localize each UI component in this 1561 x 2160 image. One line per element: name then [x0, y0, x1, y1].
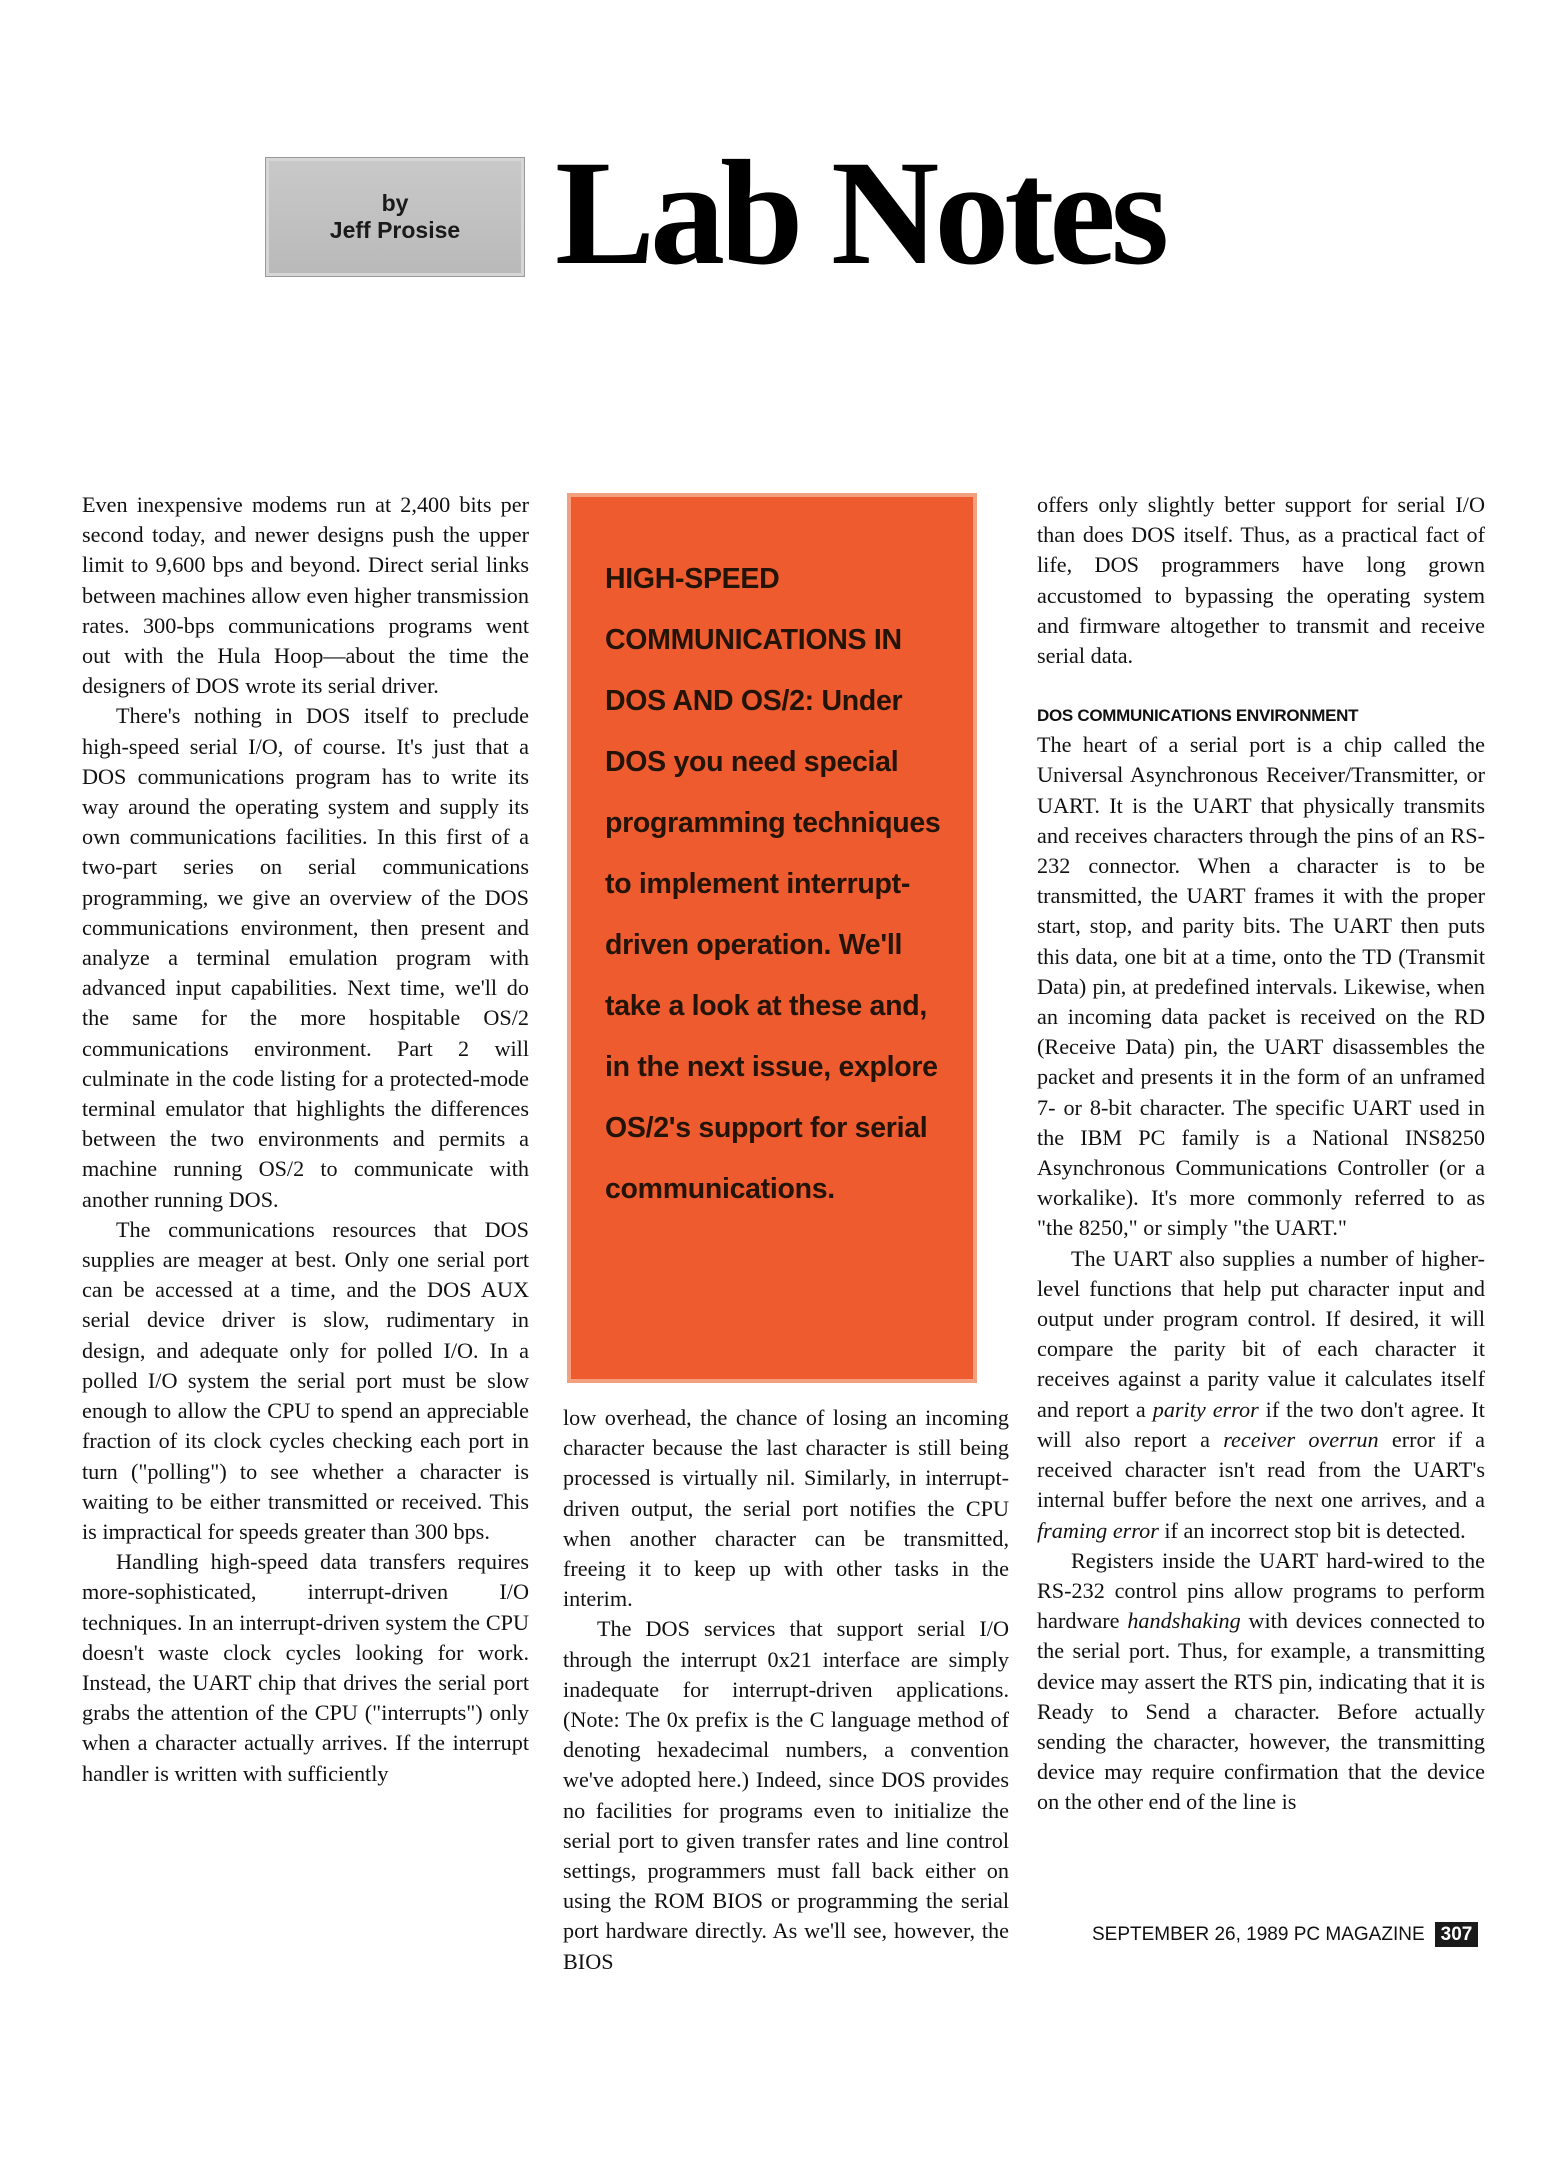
byline-author: Jeff Prosise: [329, 217, 461, 243]
column-3: [1037, 490, 1485, 1818]
p4-text-b: with devices connected to the serial port. Thus, for example, a transmitting device may assert the RTS pin, indicating that it is Ready to Send a character. Before actually sending the character, however, the transmitting device may require confirmation that the device on the other end of the line is: [1037, 1608, 1485, 1815]
column-2: [563, 1403, 1009, 1977]
article-title: Lab Notes: [555, 130, 1165, 296]
col1-paragraph-1: Even inexpensive modems run at 2,400 bits per second today, and newer designs push the upper limit to 9,600 bps and beyond. Direct serial links between machines allow even higher transmission rates. 300-bps communications programs went out with the Hula Hoop—about the time the designers of DOS wrote its serial driver.: [82, 492, 529, 699]
col3-paragraph-1: offers only slightly better support for serial I/O than does DOS itself. Thus, as a practical fact of life, DOS programmers have long grown accustomed to bypassing the operating system and firmware altogether to transmit and receive serial data.: [1037, 492, 1485, 669]
col2-paragraph-2: The DOS services that support serial I/O through the interrupt 0x21 interface are simply inadequate for interrupt-driven applications. (Note: The 0x prefix is the C language method of denoting hexadecimal numbers, a convention we've adopted here.) Indeed, since DOS provides no facilities for programs even to initialize the serial port to given transfer rates and line control settings, programmers must fall back either on using the ROM BIOS or programming the serial port hardware directly. As we'll see, however, the BIOS: [563, 1616, 1009, 1974]
term-framing-error: framing error: [1037, 1517, 1159, 1543]
term-receiver-overrun: receiver overrun: [1223, 1426, 1379, 1452]
term-parity-error: parity error: [1152, 1396, 1259, 1422]
p4-text-a: Registers inside the UART hard-wired to the RS-232 control pins allow programs to perform hardware: [1037, 1547, 1485, 1634]
col3-paragraph-2: The heart of a serial port is a chip called the Universal Asynchronous Receiver/Transmitter, or UART. It is the UART that physically transmits and receives characters through the pins of an RS-232 connector. When a character is to be transmitted, the UART frames it with the proper start, stop, and parity bits. The UART then puts this data, one bit at a time, onto the TD (Transmit Data) pin, at predefined intervals. Likewise, when an incoming data packet is received on the RD (Receive Data) pin, the UART disassembles the packet and presents it in the form of an unframed 7- or 8-bit character. The specific UART used in the IBM PC family is a National INS8250 Asynchronous Communications Controller (or a workalike). It's more commonly referred to as "the 8250," or simply "the UART.": [1037, 732, 1485, 1241]
pull-quote-box: [567, 493, 977, 1383]
term-handshaking: handshaking: [1127, 1608, 1241, 1634]
col3-paragraph-3: [1037, 1244, 1485, 1546]
col2-paragraph-1: low overhead, the chance of losing an incoming character because the last character is still being processed is virtually nil. Similarly, in interrupt-driven output, the serial port notifies the CPU when another character can be transmitted, freeing it to keep up with other tasks in the interim.: [563, 1405, 1009, 1612]
p3-text-a: The UART also supplies a number of higher-level functions that help put character input and output under program control. If desired, it will compare the parity bit of each character it receives against a parity value it calculates itself and report a: [1037, 1245, 1485, 1422]
byline-box: [265, 157, 525, 277]
page-number: 307: [1435, 1922, 1479, 1947]
col1-paragraph-2: There's nothing in DOS itself to preclude high-speed serial I/O, of course. It's just that a DOS communications program has to write its way around the operating system and supply its own communications facilities. In this first of a two-part series on serial communications programming, we give an overview of the DOS communications environment, then present and analyze a terminal emulation program with advanced input capabilities. Next time, we'll do the same for the more hospitable OS/2 communications environment. Part 2 will culminate in the code listing for a protected-mode terminal emulator that highlights the differences between the two environments and permits a machine running OS/2 to communicate with another running DOS.: [82, 703, 529, 1212]
section-heading: DOS COMMUNICATIONS ENVIRONMENT: [1037, 706, 1359, 726]
col1-paragraph-3: The communications resources that DOS supplies are meager at best. Only one serial port can be accessed at a time, and the DOS AUX serial device driver is slow, rudimentary in design, and adequate only for polled I/O. In a polled I/O system the serial port must be slow enough to allow the CPU to spend an appreciable fraction of its clock cycles checking each port in turn ("polling") to see whether a character is waiting to be either transmitted or received. This is impractical for speeds greater than 300 bps.: [82, 1216, 529, 1544]
col3-paragraph-4: [1037, 1546, 1485, 1818]
pull-quote-text: HIGH-SPEED COMMUNICATIONS IN DOS AND OS/2: Under DOS you need special programming techniques to implement interrupt-driven operation. We'll take a look at these and, in the next issue, explore OS/2's support for serial communications.: [605, 563, 941, 1205]
byline-by: by: [381, 190, 409, 216]
page-footer: [1092, 1922, 1478, 1947]
footer-date-publication: SEPTEMBER 26, 1989 PC MAGAZINE: [1092, 1923, 1425, 1945]
p3-text-b: if the two don't agree. It will also report a: [1037, 1396, 1485, 1452]
p3-text-d: if an incorrect stop bit is detected.: [1158, 1517, 1466, 1543]
p3-text-c: error if a received character isn't read from the UART's internal buffer before the next one arrives, and a: [1037, 1426, 1485, 1513]
col1-paragraph-4: Handling high-speed data transfers requires more-sophisticated, interrupt-driven I/O techniques. In an interrupt-driven system the CPU doesn't waste clock cycles looking for work. Instead, the UART chip that drives the serial port grabs the attention of the CPU ("interrupts") only when a character actually arrives. If the interrupt handler is written with sufficiently: [82, 1549, 529, 1786]
column-1: [82, 490, 529, 1789]
